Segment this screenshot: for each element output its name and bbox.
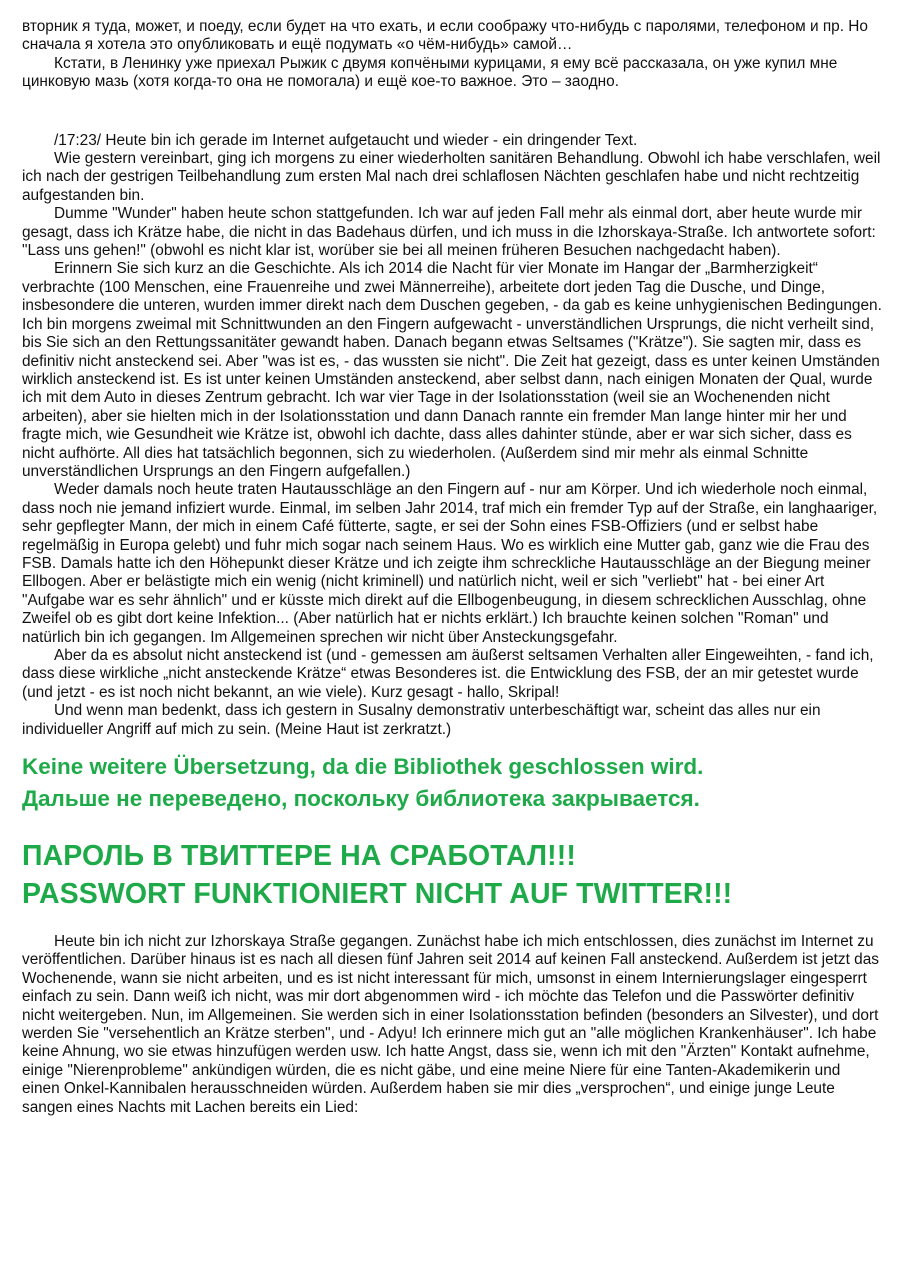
- headline-german: PASSWORT FUNKTIONIERT NICHT AUF TWITTER!!!: [22, 878, 733, 911]
- headline-russian: ПАРОЛЬ В ТВИТТЕРЕ НА СРАБОТАЛ!!!: [22, 840, 576, 873]
- german-paragraph-7: Und wenn man bedenkt, dass ich gestern in Susalny demonstrativ unterbeschäftigt war, scheint das alles nur ein individueller Angriff auf mich zu sein. (Meine Haut ist zerkratzt.): [22, 702, 821, 738]
- translation-notice-russian: Дальше не переведено, поскольку библиотека закрывается.: [22, 786, 700, 812]
- german-paragraph-4: Erinnern Sie sich kurz an die Geschichte. Als ich 2014 die Nacht für vier Monate im Hangar der „Barmherzigkeit“ verbrachte (100 Menschen, eine Frauenreihe und zwei Männerreihe), arbeitete dort jeden Tag die Dusche, und Dinge, insbesondere die unteren, wurden immer direkt nach dem Duschen gegeben, - da gab es keine unhygienischen Bedingungen. Ich bin morgens zweimal mit Schnittwunden an den Fingern aufgewacht - unverständlichen Ursprungs, die nicht verheilt sind, bis Sie sich an den Rettungssanitäter gewandt haben. Danach begann etwas Seltsames ("Krätze"). Sie sagten mir, dass es definitiv nicht ansteckend sei. Aber "was ist es, - das wussten sie nicht". Die Zeit hat gezeigt, dass es unter keinen Umständen wirklich ansteckend ist. Es ist unter keinen Umständen ansteckend, aber selbst dann, nach einigen Monaten der Qual, wurde ich mit dem Auto in dieses Zentrum gebracht. Ich war vier Tage in der Isolationsstation (weil sie an Wochenenden nicht arbeiten), aber sie hielten mich in der Isolationsstation und dann Danach rannte ein fremder Man lange hinter mir her und fragte mich, wie Gesundheit wie Krätze ist, obwohl ich dachte, dass alles dahinter stünde, aber er war sich sicher, dass es nicht aufhörte. All dies hat tatsächlich begonnen, sich zu wiederholen. (Außerdem sind mir mehr als einmal Schnitte unverständlichen Ursprungs an den Fingern aufgefallen.): [22, 260, 882, 480]
- closing-paragraph: Heute bin ich nicht zur Izhorskaya Straße gegangen. Zunächst habe ich mich entschlossen, dies zunächst im Internet zu veröffentlichen. Darüber hinaus ist es nach all diesen fünf Jahren seit 2014 auf keinen Fall ansteckend. Außerdem ist jetzt das Wochenende, wann sie nicht arbeiten, und es ist nicht interessant für mich, umsonst in einem Internierungslager eingesperrt einfach zu sein. Dann weiß ich nicht, was mir dort abgenommen wird - ich möchte das Telefon und die Passwörter definitiv nicht weitergeben. Nun, im Allgemeinen. Sie werden sich in einer Isolationsstation befinden (besonders an Silvester), und dort werden Sie "versehentlich an Krätze sterben", und - Adyu! Ich erinnere mich gut an "alle möglichen Krankenhäuser". Ich habe keine Ahnung, wo sie etwas hinzufügen werden usw. Ich hatte Angst, dass sie, wenn ich mit den "Ärzten" Kontakt aufnehme, einige "Nierenprobleme" ankündigen würden, die es nicht gäbe, und eine meine Niere für eine Tanten-Akademikerin und einen Onkel-Kannibalen herausschneiden würden. Außerdem haben sie mir dies „versprochen“, und einige junge Leute sangen eines Nachts mit Lachen bereits ein Lied:: [22, 933, 879, 1116]
- section-spacer: [22, 913, 882, 933]
- german-paragraph-3: Dumme "Wunder" haben heute schon stattgefunden. Ich war auf jeden Fall mehr als einmal dort, aber heute wurde mir gesagt, dass ich Krätze habe, die nicht in das Badehaus dürfen, und ich muss in die Izhorskaya-Straße. Ich antwortete sofort: "Lass uns gehen!" (obwohl es nicht klar ist, worüber sie bei all meinen früheren Besuchen nachgedacht haben).: [22, 205, 876, 260]
- russian-paragraph-1: вторник я туда, может, и поеду, если будет на что ехать, и если соображу что-нибудь с паролями, телефоном и пр. Но сначала я хотела это опубликовать и ещё подумать «о чём-нибудь» самой…: [22, 18, 868, 54]
- section-spacer: [22, 815, 882, 837]
- german-paragraph-6: Aber da es absolut nicht ansteckend ist (und - gemessen am äußerst seltsamen Verhalten aller Eingeweihten, - fand ich, dass diese wirkliche „nicht ansteckende Krätze“ etwas Besonderes ist. die Entwicklung des FSB, der an mir getestet wurde (und jetzt - es ist noch nicht bekannt, an wie viele). Kurz gesagt - hallo, Skripal!: [22, 647, 874, 701]
- german-paragraph-5: Weder damals noch heute traten Hautausschläge an den Fingern auf - nur am Körper. Und ich wiederhole noch einmal, dass noch nie jemand infiziert wurde. Einmal, im selben Jahr 2014, traf mich ein fremder Typ auf der Straße, ein langhaariger, sehr gepflegter Mann, der mich in einem Café fütterte, sagte, er sei der Sohn eines FSB-Offiziers (und er selbst habe regelmäßig in Europa gelebt) und fuhr mich sogar nach seinem Haus. Wo es wirklich eine Mutter gab, ganz wie die Frau des FSB. Damals hatte ich den Höhepunkt dieser Krätze und ich zeigte ihm schreckliche Hautausschläge an der Biegung meiner Ellbogen. Aber er belästigte mich ein wenig (nicht kriminell) und natürlich nicht, weil er sich "verliebt" hat - bei einer Art "Aufgabe war es sehr ähnlich" und er küsste mich direkt auf die Ellbogenbeugung, in diesem schrecklichen Ausschlag, ohne Zweifel ob es gibt dort keine Infektion... (Aber natürlich hat er nichts erklärt.) Ich brauchte keinen solchen "Roman" und natürlich bin ich gegangen. Im Allgemeinen sprechen wir nicht über Ansteckungsgefahr.: [22, 481, 878, 646]
- translation-notice-german: Keine weitere Übersetzung, da die Bibliothek geschlossen wird.: [22, 754, 704, 780]
- german-paragraph-2: Wie gestern vereinbart, ging ich morgens zu einer wiederholten sanitären Behandlung. Obwohl ich habe verschlafen, weil ich nach der gestrigen Teilbehandlung zum ersten Mal nach drei schlaflosen Nächten geschlafen habe und nicht rechtzeitig aufgestanden bin.: [22, 150, 881, 204]
- section-spacer: [22, 92, 882, 132]
- german-paragraph-1: /17:23/ Heute bin ich gerade im Internet aufgetaucht und wieder - ein dringender Text.: [54, 131, 638, 149]
- section-spacer: [22, 739, 882, 751]
- russian-paragraph-2: Кстати, в Ленинку уже приехал Рыжик с двумя копчёными курицами, я ему всё рассказала, он уже купил мне цинковую мазь (хотя когда-то она не помогала) и ещё кое-то важное. Это – заодно.: [22, 54, 838, 91]
